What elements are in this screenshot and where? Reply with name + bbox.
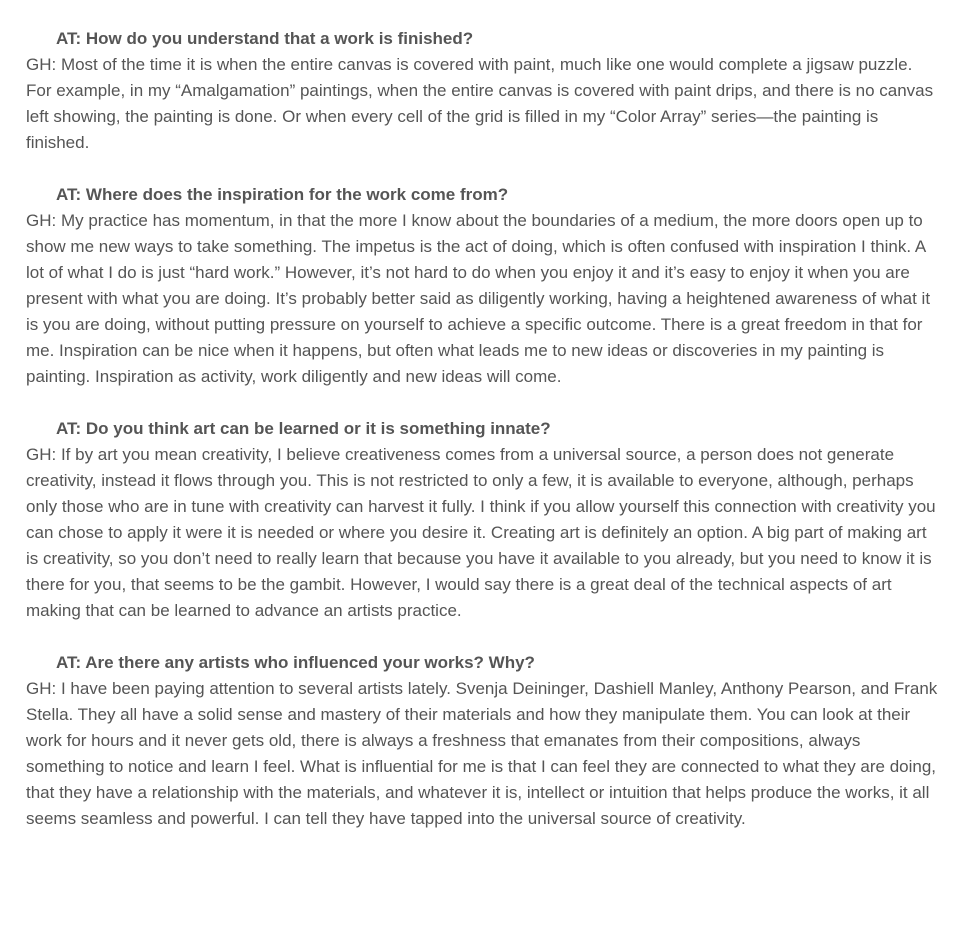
question: AT: How do you understand that a work is finished? (56, 29, 474, 48)
qa-block-finished (26, 26, 938, 156)
answer: GH: If by art you mean creativity, I believe creativeness comes from a universal source, a person does not generate creativity, instead it flows through you. This is not restricted to only a few, it is available to everyone, although, perhaps only those who are in tune with creativity can harvest it fully. I think if you allow yourself this connection with creativity you can chose to apply it were it is needed or where you desire it. Creating art is definitely an option. A big part of making art is creativity, so you don’t need to really learn that because you have it available to you already, but you need to know it is there for you, that seems to be the gambit. However, I would say there is a great deal of the technical aspects of art making that can be learned to advance an artists practice. (26, 445, 936, 620)
question: AT: Where does the inspiration for the work come from? (56, 185, 509, 204)
answer: GH: Most of the time it is when the entire canvas is covered with paint, much like one would complete a jigsaw puzzle. For example, in my “Amalgamation” paintings, when the entire canvas is covered with paint drips, and there is no canvas left showing, the painting is done. Or when every cell of the grid is filled in my “Color Array” series—the painting is finished. (26, 55, 934, 152)
answer: GH: I have been paying attention to several artists lately. Svenja Deininger, Dashiell Manley, Anthony Pearson, and Frank Stella. They all have a solid sense and mastery of their materials and how they manipulate them. You can look at their work for hours and it never gets old, there is always a freshness that emanates from their compositions, always something to notice and learn I feel. What is influential for me is that I can feel they are connected to what they are doing, that they have a relationship with the materials, and whatever it is, intellect or intuition that helps produce the works, it all seems seamless and powerful. I can tell they have tapped into the universal source of creativity. (26, 679, 938, 828)
question: AT: Are there any artists who influenced your works? Why? (56, 653, 535, 672)
question: AT: Do you think art can be learned or it is something innate? (56, 419, 551, 438)
qa-block-influences (26, 650, 938, 832)
qa-block-inspiration (26, 182, 938, 390)
qa-block-learned-or-innate (26, 416, 938, 624)
answer: GH: My practice has momentum, in that the more I know about the boundaries of a medium, the more doors open up to show me new ways to take something. The impetus is the act of doing, which is often confused with inspiration I think. A lot of what I do is just “hard work.” However, it’s not hard to do when you enjoy it and it’s easy to enjoy it when you are present with what you are doing. It’s probably better said as diligently working, having a heightened awareness of what it is you are doing, without putting pressure on yourself to achieve a specific outcome. There is a great freedom in that for me. Inspiration can be nice when it happens, but often what leads me to new ideas or discoveries in my painting is painting. Inspiration as activity, work diligently and new ideas will come. (26, 211, 931, 386)
